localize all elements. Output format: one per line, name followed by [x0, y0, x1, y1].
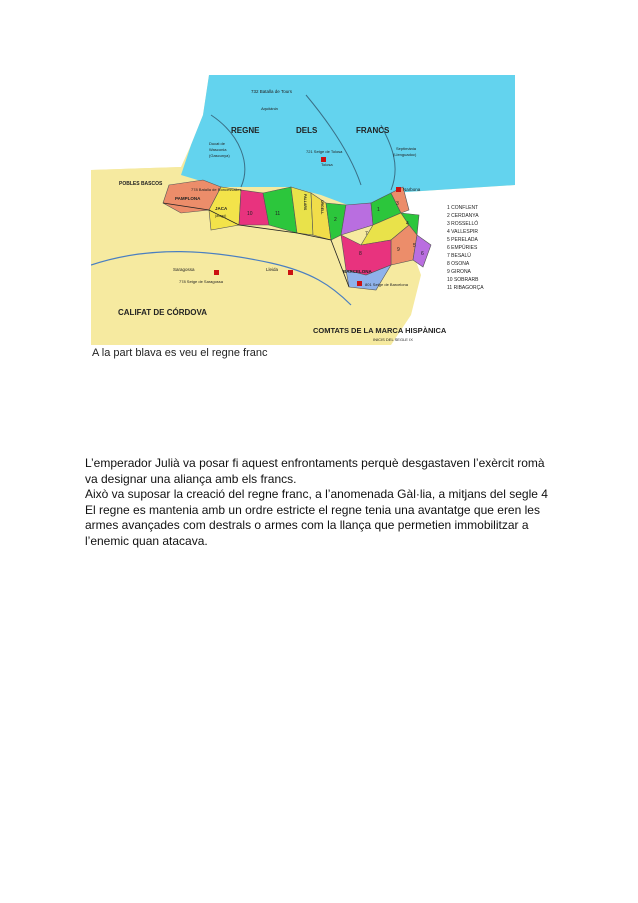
- label-pamplona: PAMPLONA: [175, 196, 201, 201]
- label-aquitania: Aquitània: [261, 106, 278, 111]
- legend-item: 1 CONFLENT: [447, 205, 479, 211]
- label-jaca-1: JACA: [215, 206, 228, 211]
- region-number-4: 4: [406, 221, 409, 227]
- body-line: L’emperador Julià va posar fi aquest enfrontaments perquè desgastaven l’exèrcit romà: [85, 456, 545, 470]
- region-number-10: 10: [247, 211, 253, 217]
- body-line: Això va suposar la creació del regne franc, a l’anomenada Gàl·lia, a mitjans del segle 4: [85, 487, 548, 501]
- region-number-7: 7: [365, 231, 368, 237]
- label-saragossa: Saragossa: [173, 267, 195, 272]
- label-roncesvalles: 778 Batalla de Roncesvalles: [191, 187, 242, 192]
- saragossa-marker: [214, 270, 219, 275]
- map-title: COMTATS DE LA MARCA HISPÀNICA: [313, 326, 447, 335]
- narbona-marker: [396, 187, 401, 192]
- label-urgell: URGELL: [320, 200, 324, 215]
- region-number-11: 11: [275, 211, 281, 217]
- legend-item: 6 EMPÚRIES: [447, 245, 478, 251]
- label-ducat-2: Wasconia: [209, 147, 227, 152]
- label-narbona: Narbona: [403, 187, 421, 192]
- label-regne: REGNE: [231, 126, 260, 135]
- map-caption: A la part blava es veu el regne franc: [92, 347, 268, 359]
- region-number-3: 3: [396, 201, 399, 207]
- map-subtitle: INICIS DEL SEGLE IX: [373, 337, 413, 342]
- legend-item: 2 CERDANYA: [447, 213, 479, 219]
- region-number-1: 1: [377, 207, 380, 213]
- region-number-9: 9: [397, 247, 400, 253]
- historical-map: [91, 75, 515, 345]
- body-line: l’enemic quan atacava.: [85, 533, 208, 548]
- body-line: armes avançades com destrals o armes com la llança que permetien immobilitzar a: [85, 518, 529, 532]
- legend-item: 8 OSONA: [447, 261, 470, 267]
- region-number-2: 2: [334, 217, 337, 223]
- label-francs: FRANCS: [356, 126, 390, 135]
- legend-item: 3 ROSSELLÓ: [447, 221, 479, 227]
- legend-item: 10 SOBRARB: [447, 277, 479, 283]
- label-lleida: Lleida: [266, 267, 279, 272]
- map-svg: [91, 75, 515, 345]
- label-tours: 732 Batalla de Tours: [251, 89, 292, 94]
- label-califat: CALIFAT DE CÓRDOVA: [118, 308, 208, 317]
- label-septimania-1: Septimània: [396, 146, 417, 151]
- body-text: [85, 456, 555, 549]
- label-dels: DELS: [296, 126, 318, 135]
- label-setge-barcelona: 801 Setge de Barcelona: [365, 282, 408, 287]
- label-pobles-bascos: POBLES BASCOS: [119, 181, 163, 187]
- label-barcelona: BARCELONA: [343, 269, 372, 274]
- label-pallars: PALLARS: [303, 194, 307, 211]
- label-setge-tolosa: 721 Setge de Tolosa: [306, 149, 343, 154]
- barcelona-marker: [357, 281, 362, 286]
- region-number-6: 6: [421, 251, 424, 257]
- body-line: va designar una aliança amb els francs.: [85, 471, 297, 486]
- legend-item: 5 PERELADA: [447, 237, 478, 243]
- legend-item: 4 VALLESPIR: [447, 229, 479, 235]
- body-line: El regne es mantenia amb un ordre estricte el regne tenia una avantatge que eren les: [85, 502, 540, 517]
- label-setge-saragossa: 778 Setge de Saragossa: [179, 279, 224, 284]
- legend-item: 9 GIRONA: [447, 269, 471, 275]
- legend-item: 11 RIBAGORÇA: [447, 285, 484, 291]
- legend-item: 7 BESALÚ: [447, 253, 471, 259]
- label-jaca-2: (aragó): [215, 214, 227, 218]
- region-number-8: 8: [359, 251, 362, 257]
- region-number-5: 5: [413, 243, 416, 249]
- lleida-marker: [288, 270, 293, 275]
- label-septimania-2: (Llenguadoc): [393, 152, 417, 157]
- label-ducat-3: (Gascunya): [209, 153, 230, 158]
- label-tolosa: Tolosa: [321, 162, 333, 167]
- label-ducat-1: Ducat de: [209, 141, 226, 146]
